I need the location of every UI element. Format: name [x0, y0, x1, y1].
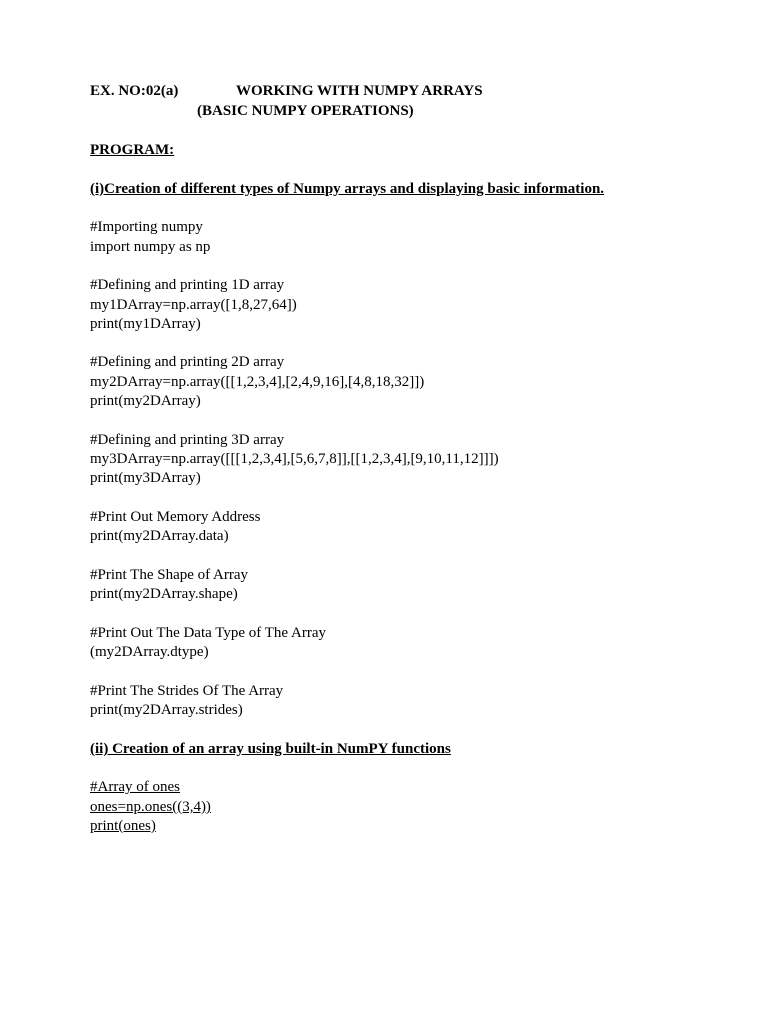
code-line: my2DArray=np.array([[1,2,3,4],[2,4,9,16],[4,8,18,32]])	[90, 374, 425, 390]
code-comment: #Print The Strides Of The Array	[90, 683, 284, 699]
code-line: print(my2DArray)	[90, 393, 201, 409]
code-line: print(ones)	[90, 818, 156, 834]
program-heading: PROGRAM:	[90, 142, 175, 158]
code-line: import numpy as np	[90, 239, 211, 255]
code-comment: #Print The Shape of Array	[90, 567, 249, 583]
section1-heading: (i)Creation of different types of Numpy arrays and displaying basic information.	[90, 181, 605, 197]
document-title: WORKING WITH NUMPY ARRAYS	[236, 83, 483, 99]
section2-heading: (ii) Creation of an array using built-in NumPY functions	[90, 741, 451, 757]
code-line: ones=np.ones((3,4))	[90, 799, 211, 815]
code-line: (my2DArray.dtype)	[90, 644, 209, 660]
code-comment: #Importing numpy	[90, 219, 203, 235]
code-comment: #Defining and printing 3D array	[90, 432, 285, 448]
code-line: print(my2DArray.strides)	[90, 702, 243, 718]
code-line: my3DArray=np.array([[[1,2,3,4],[5,6,7,8]],[[1,2,3,4],[9,10,11,12]]])	[90, 451, 499, 467]
code-comment: #Print Out The Data Type of The Array	[90, 625, 326, 641]
code-line: print(my2DArray.shape)	[90, 586, 238, 602]
code-comment: #Defining and printing 2D array	[90, 354, 285, 370]
code-comment: #Defining and printing 1D array	[90, 277, 285, 293]
document-subtitle: (BASIC NUMPY OPERATIONS)	[197, 103, 414, 119]
exercise-number: EX. NO:02(a)	[90, 83, 179, 99]
code-line: print(my2DArray.data)	[90, 528, 229, 544]
code-line: print(my1DArray)	[90, 316, 201, 332]
code-comment: #Print Out Memory Address	[90, 509, 261, 525]
code-line: my1DArray=np.array([1,8,27,64])	[90, 297, 297, 313]
code-line: print(my3DArray)	[90, 470, 201, 486]
code-comment: #Array of ones	[90, 779, 180, 795]
